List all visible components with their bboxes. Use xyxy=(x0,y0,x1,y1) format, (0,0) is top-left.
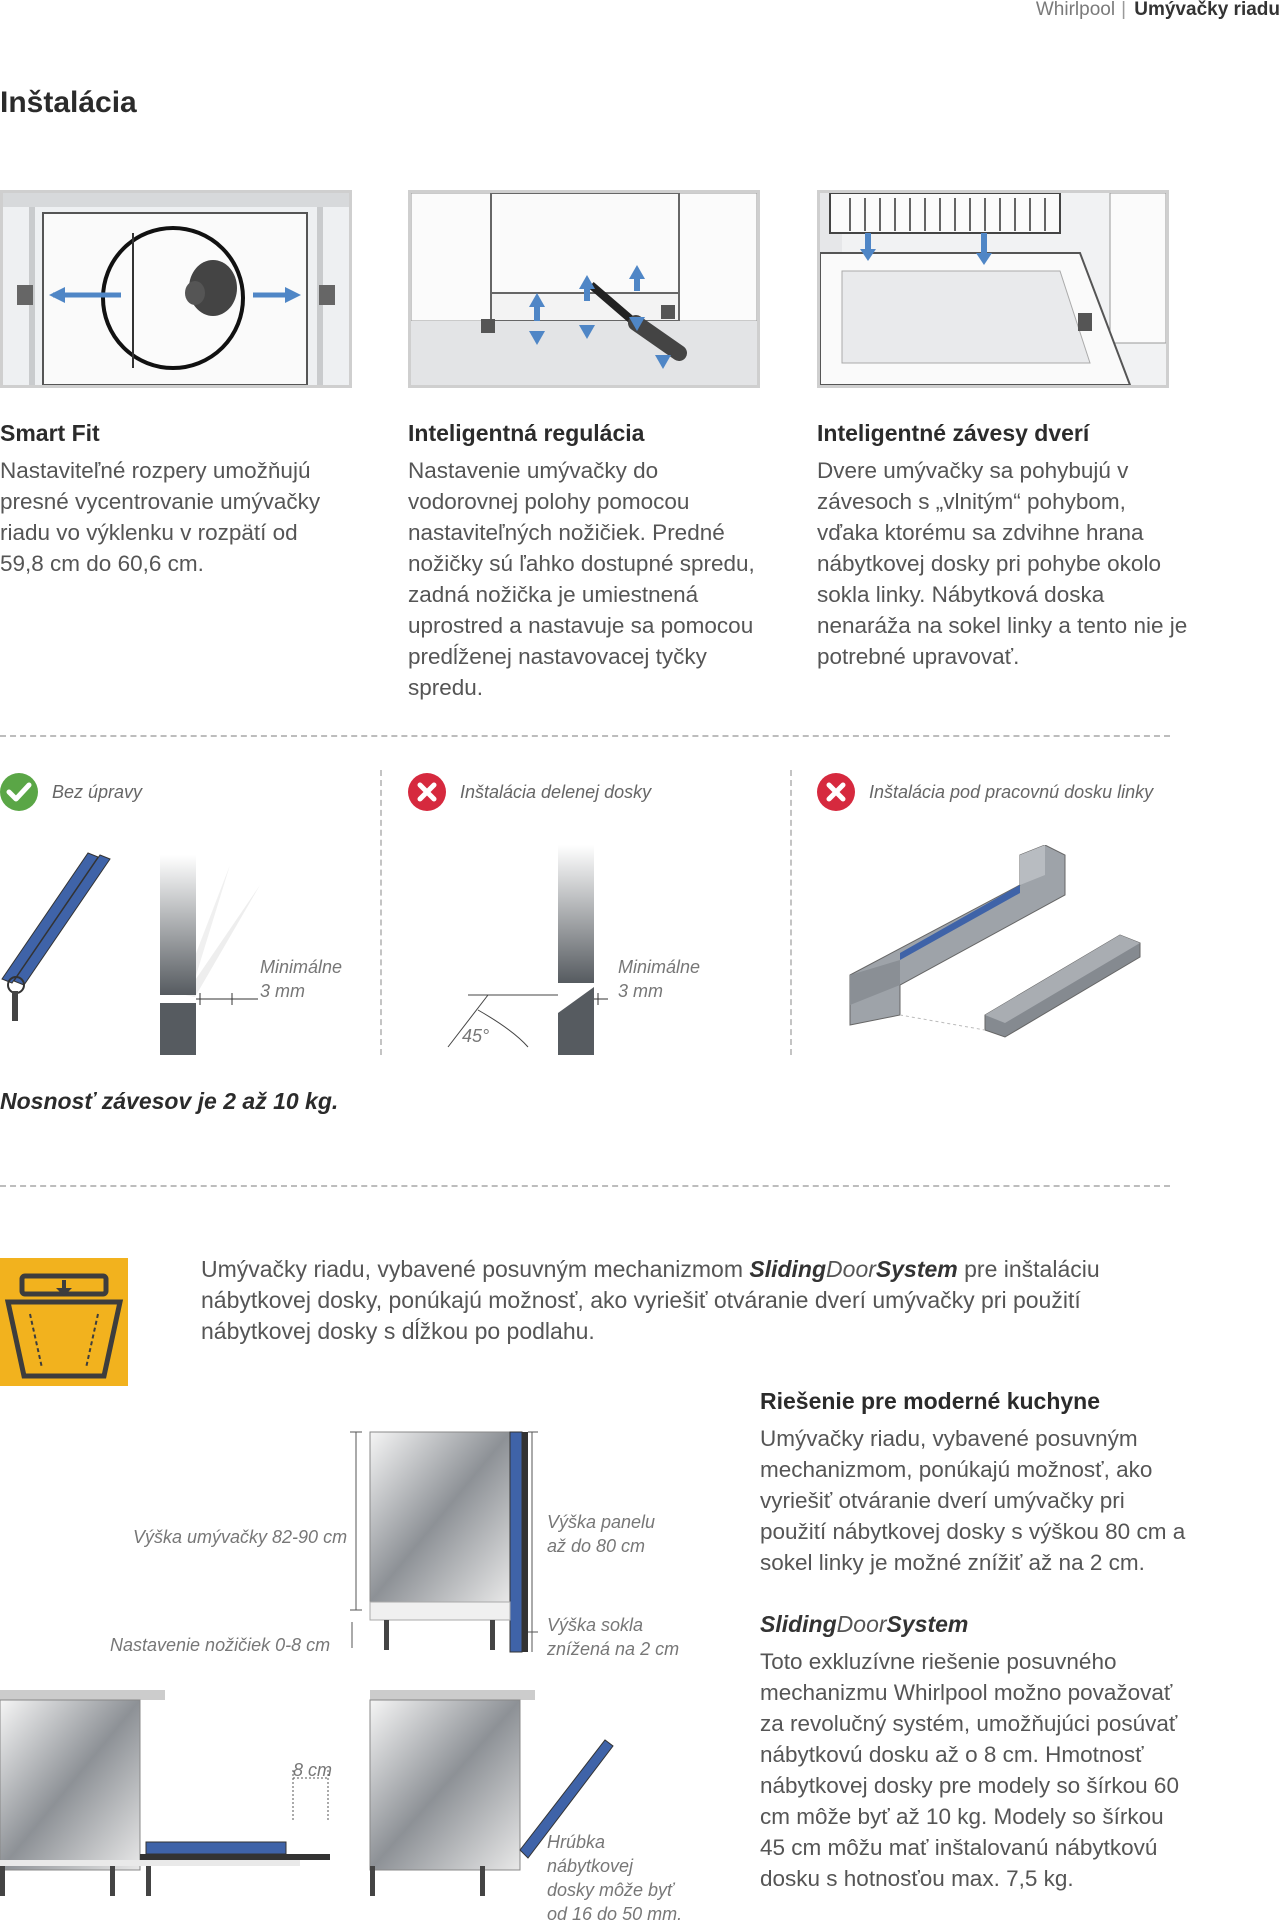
under-worktop-diagram xyxy=(840,845,1160,1060)
thickness-line: nábytkovej xyxy=(547,1856,634,1876)
sds-title-sliding: Sliding xyxy=(760,1611,837,1637)
column-divider xyxy=(790,770,792,1055)
install-type-label: Inštalácia pod pracovnú dosku linky xyxy=(869,781,1154,802)
section-divider xyxy=(0,1185,1170,1187)
minimum-label: Minimálne xyxy=(618,957,701,977)
cross-icon xyxy=(408,773,446,811)
smart-fit-illustration xyxy=(0,190,352,388)
brand-system: System xyxy=(875,1256,958,1282)
sliding-door-system-section xyxy=(760,1611,1190,1894)
column-divider xyxy=(380,770,382,1055)
sds-title-system: System xyxy=(886,1611,969,1637)
door-hinge-illustration xyxy=(817,190,1169,388)
minimum-gap-label xyxy=(260,955,342,1003)
sliding-intro-text xyxy=(201,1254,1121,1347)
intro-text-end: pre inštaláciu nábytkovej dosky, ponúkajú možnosť, ako vyriešiť otváranie dverí umývačky pri použití nábytkovej dosky s dĺžkou po podlahu. xyxy=(201,1256,1100,1344)
feature-title: Inteligentné závesy dverí xyxy=(817,420,1090,446)
brand-door: Door xyxy=(826,1256,876,1282)
leveling-illustration xyxy=(408,190,760,388)
install-type-label: Inštalácia delenej dosky xyxy=(460,781,652,802)
minimum-gap-label xyxy=(618,955,700,1003)
gap-size-label: 3 mm xyxy=(260,981,305,1001)
gap-size-label: 3 mm xyxy=(618,981,663,1001)
hinge-capacity-note: Nosnosť závesov je 2 až 10 kg. xyxy=(0,1088,339,1114)
sds-title-door: Door xyxy=(836,1611,887,1637)
section-divider xyxy=(0,735,1170,737)
sliding-door-icon xyxy=(0,1258,128,1386)
install-type-no-adjustment xyxy=(0,772,142,812)
header-separator: | xyxy=(1121,0,1126,20)
page-header xyxy=(1036,0,1280,20)
install-type-under-worktop xyxy=(817,772,1153,812)
feature-smart-fit xyxy=(0,420,340,579)
plinth-height-label xyxy=(547,1613,679,1661)
plinth-height-line: znížená na 2 cm xyxy=(547,1639,680,1659)
sds-text: Toto exkluzívne riešenie posuvného mechanizmu Whirlpool možno považovať za revolučný systém, umožňujúci posúvať nábytkovú dosku až o 8 cm. Hmotnosť nábytkovej dosky pre modely so šírkou 60 cm môže byť až 10 kg. Modely so šírkou 45 cm môžu mať inštalovanú nábytkovú dosku s hotnosťou max. 7,5 kg. xyxy=(760,1649,1179,1891)
sds-title xyxy=(760,1611,1190,1638)
install-type-label: Bez úpravy xyxy=(52,781,143,802)
angle-label: 45° xyxy=(462,1026,490,1046)
panel-thickness-label xyxy=(547,1830,682,1926)
plinth-height-line: Výška sokla xyxy=(547,1615,644,1635)
intro-text-start: Umývačky riadu, vybavené posuvným mechanizmom xyxy=(201,1256,750,1282)
panel-height-label xyxy=(547,1510,655,1558)
feature-text: Nastavenie umývačky do vodorovnej polohy pomocou nastaviteľných nožičiek. Predné nožičky sú ľahko dostupné spredu, zadná nožička je umiestnená uprostred a nastavuje sa pomocou predĺženej nastavovacej tyčky spredu. xyxy=(408,458,755,700)
page-title: Inštalácia xyxy=(0,86,137,119)
modern-kitchen-text: Umývačky riadu, vybavené posuvným mechanizmom, ponúkajú možnosť, ako vyriešiť otváranie dverí umývačky pri použití nábytkovej dosky s výškou 80 cm a sokel linky je možné znížiť až na 2 cm. xyxy=(760,1426,1186,1575)
feet-adjustment-label: Nastavenie nožičiek 0-8 cm xyxy=(110,1635,331,1655)
section-name: Umývačky riadu xyxy=(1134,0,1280,20)
brand-name: Whirlpool xyxy=(1035,0,1116,20)
feature-title: Inteligentná regulácia xyxy=(408,420,645,446)
modern-kitchen-section xyxy=(760,1388,1190,1578)
modern-kitchen-title: Riešenie pre moderné kuchyne xyxy=(760,1388,1101,1414)
thickness-line: dosky môže byť xyxy=(547,1880,674,1900)
check-icon xyxy=(0,773,38,811)
feature-hinges xyxy=(817,420,1189,672)
thickness-line: Hrúbka xyxy=(547,1832,606,1852)
brand-sliding: Sliding xyxy=(749,1256,827,1282)
install-type-split-panel xyxy=(408,772,651,812)
cross-icon xyxy=(817,773,855,811)
no-adjustment-diagram xyxy=(0,845,360,1060)
feature-text: Dvere umývačky sa pohybujú v závesoch s „vlnitým“ pohybom, vďaka ktorému sa zdvihne hrana nábytkovej dosky pri pohybe okolo sokla linky. Nábytková doska nenaráža na sokel linky a tento nie je potrebné upravovať. xyxy=(817,458,1188,669)
feature-title: Smart Fit xyxy=(0,420,100,446)
minimum-label: Minimálne xyxy=(260,957,343,977)
slide-distance-label: 8 cm xyxy=(293,1760,333,1780)
feature-leveling xyxy=(408,420,768,703)
dishwasher-height-label: Výška umývačky 82-90 cm xyxy=(133,1527,348,1547)
panel-height-line: až do 80 cm xyxy=(547,1536,646,1556)
panel-height-line: Výška panelu xyxy=(547,1512,656,1532)
feature-text: Nastaviteľné rozpery umožňujú presné vycentrovanie umývačky riadu vo výklenku v rozpätí od 59,8 cm do 60,6 cm. xyxy=(0,458,321,576)
thickness-line: od 16 do 50 mm. xyxy=(547,1904,683,1924)
